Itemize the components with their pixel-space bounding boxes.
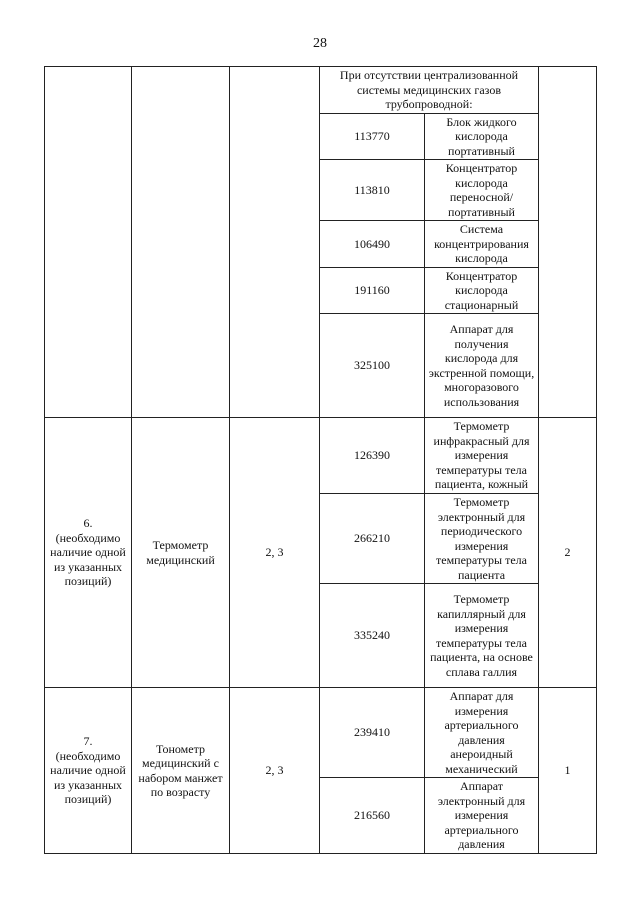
page-number: 28	[313, 36, 327, 51]
quantity-cell	[539, 67, 597, 418]
item-code: 216560	[320, 778, 425, 854]
group-note: (необходимо наличие одной из указанных позиций)	[50, 748, 126, 807]
device-name: Термометр медицинский	[132, 418, 230, 688]
item-code: 239410	[320, 688, 425, 778]
item-name: Аппарат для получения кислорода для экстренной помощи, многоразового использования	[425, 314, 539, 418]
table-row	[45, 67, 597, 114]
equipment-table	[44, 66, 597, 854]
item-name: Аппарат электронный для измерения артериального давления	[425, 778, 539, 854]
group-number: 6.	[83, 516, 93, 531]
item-name: Аппарат для измерения артериального давления анероидный механический	[425, 688, 539, 778]
item-code: 126390	[320, 418, 425, 494]
header-note: При отсутствии централизованной системы медицинских газов трубопроводной:	[320, 67, 539, 114]
item-code: 335240	[320, 584, 425, 688]
item-name: Концентратор кислорода стационарный	[425, 267, 539, 314]
table-row	[45, 418, 597, 494]
item-code: 191160	[320, 267, 425, 314]
item-code: 106490	[320, 221, 425, 268]
item-code: 113770	[320, 113, 425, 160]
device-name: Тонометр медицинский с набором манжет по возрасту	[132, 688, 230, 854]
number-cell	[45, 67, 132, 418]
item-code: 113810	[320, 160, 425, 221]
class-cell	[230, 67, 320, 418]
quantity: 2	[539, 418, 597, 688]
item-name: Блок жидкого кислорода портативный	[425, 113, 539, 160]
item-name: Термометр инфракрасный для измерения температуры тела пациента, кожный	[425, 418, 539, 494]
item-name: Термометр электронный для периодического измерения температуры тела пациента	[425, 494, 539, 584]
device-classes: 2, 3	[230, 688, 320, 854]
group-note: (необходимо наличие одной из указанных позиций)	[50, 530, 126, 589]
table-row	[45, 688, 597, 778]
item-code: 266210	[320, 494, 425, 584]
device-classes: 2, 3	[230, 418, 320, 688]
device-cell	[132, 67, 230, 418]
item-code: 325100	[320, 314, 425, 418]
quantity: 1	[539, 688, 597, 854]
group-number-cell	[45, 688, 132, 854]
item-name: Концентратор кислорода переносной/ портативный	[425, 160, 539, 221]
item-name: Термометр капиллярный для измерения температуры тела пациента, на основе сплава галлия	[425, 584, 539, 688]
item-name: Система концентрирования кислорода	[425, 221, 539, 268]
group-number-cell	[45, 418, 132, 688]
group-number: 7.	[83, 734, 93, 749]
